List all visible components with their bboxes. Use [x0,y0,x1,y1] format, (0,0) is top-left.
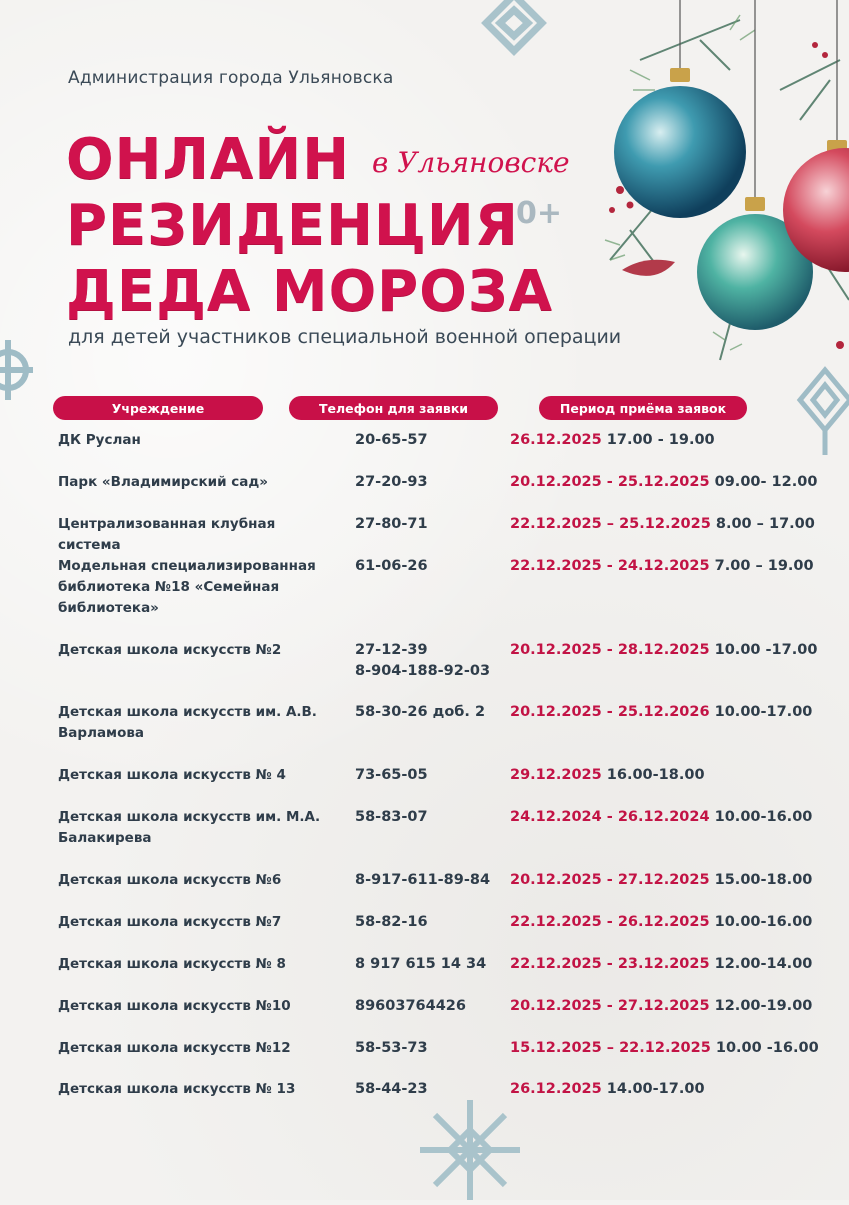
table-row-period [510,1038,830,1059]
table-row-phone: 8 917 615 14 34 [355,956,487,972]
table-row-institution: Детская школа искусств №2 [58,642,282,658]
period-time: 10.00 -16.00 [710,1040,819,1056]
table-row-phone: 61-06-26 [355,558,428,574]
period-dates: 22.12.2025 – 25.12.2025 [510,516,711,532]
period-dates: 26.12.2025 [510,432,602,448]
period-time: 12.00-14.00 [709,956,813,972]
table-row-phone: 73-65-05 [355,767,428,783]
period-time: 09.00- 12.00 [709,474,818,490]
table-row-institution: Детская школа искусств им. А.В. Варламова [58,704,317,741]
period-dates: 26.12.2025 [510,1081,602,1097]
period-dates: 15.12.2025 – 22.12.2025 [510,1040,711,1056]
table-row-period [510,514,830,535]
period-dates: 22.12.2025 - 23.12.2025 [510,956,710,972]
table-row-institution: Детская школа искусств № 8 [58,956,286,972]
table-row-phone: 58-30-26 доб. 2 [355,704,486,720]
table-row-period [510,870,830,891]
period-time: 15.00-18.00 [709,872,813,888]
period-dates: 20.12.2025 - 25.12.2026 [510,704,710,720]
table-row-phone: 89603764426 [355,998,466,1014]
column-header-period: Период приёма заявок [539,396,747,420]
period-dates: 20.12.2025 - 25.12.2025 [510,474,710,490]
table-row-institution: Модельная специализированная библиотека №18 «Семейная библиотека» [58,558,316,616]
table-row-period [510,996,830,1017]
period-time: 10.00-17.00 [709,704,813,720]
table-row-institution: Парк «Владимирский сад» [58,474,268,490]
table-row-period [510,1079,830,1100]
period-time: 14.00-17.00 [601,1081,705,1097]
table-row-phone: 58-83-07 [355,809,428,825]
period-time: 12.00-19.00 [709,998,813,1014]
table-row-period [510,912,830,933]
table-row-period [510,954,830,975]
period-time: 8.00 – 17.00 [710,516,815,532]
table-row-phone: 27-12-39 8-904-188-92-03 [355,642,491,679]
column-header-phone: Телефон для заявки [289,396,498,420]
period-time: 7.00 – 19.00 [709,558,814,574]
christmas-balls-image [600,0,849,370]
period-time: 10.00-16.00 [709,914,813,930]
organization-name: Администрация города Ульяновска [68,68,394,88]
table-row-institution: Детская школа искусств №6 [58,872,282,888]
table-row-period [510,702,830,723]
period-time: 10.00 -17.00 [709,642,818,658]
table-row-period [510,807,830,828]
table-row-institution: Детская школа искусств №12 [58,1040,291,1056]
title-line-1: ОНЛАЙН [66,127,351,192]
table-row-period [510,556,830,577]
period-dates: 20.12.2025 - 27.12.2025 [510,872,710,888]
period-time: 10.00-16.00 [709,809,813,825]
subtitle: для детей участников специальной военной операции [68,326,622,348]
table-row-period [510,430,830,451]
table-row-institution: Детская школа искусств №10 [58,998,291,1014]
period-dates: 20.12.2025 - 28.12.2025 [510,642,710,658]
table-row-phone: 20-65-57 [355,432,428,448]
title-line-3: ДЕДА МОРОЗА [66,259,553,324]
ornament-icon [462,0,567,65]
age-rating-badge: 0+ [516,196,563,231]
snowflake-icon [395,1095,545,1205]
column-header-institution: Учреждение [53,396,263,420]
period-time: 17.00 - 19.00 [601,432,715,448]
period-dates: 24.12.2024 - 26.12.2024 [510,809,710,825]
period-time: 16.00-18.00 [601,767,705,783]
table-row-phone: 58-82-16 [355,914,428,930]
table-row-institution: ДК Руслан [58,432,141,448]
table-row-institution: Детская школа искусств №7 [58,914,282,930]
table-row-phone: 58-53-73 [355,1040,428,1056]
period-dates: 29.12.2025 [510,767,602,783]
city-script-text: в Ульяновске [372,146,570,179]
table-row-institution: Детская школа искусств № 4 [58,767,286,783]
period-dates: 20.12.2025 - 27.12.2025 [510,998,710,1014]
table-row-phone: 58-44-23 [355,1081,428,1097]
table-row-phone: 27-20-93 [355,474,428,490]
table-row-period [510,640,830,661]
table-row-institution: Детская школа искусств им. М.А. Балакирева [58,809,321,846]
snowflake-icon [0,330,46,410]
table-row-phone: 8-917-611-89-84 [355,872,491,888]
title-line-2: РЕЗИДЕНЦИЯ [66,193,519,258]
table-row-phone: 27-80-71 [355,516,428,532]
period-dates: 22.12.2025 - 26.12.2025 [510,914,710,930]
period-dates: 22.12.2025 - 24.12.2025 [510,558,710,574]
table-row-institution: Детская школа искусств № 13 [58,1081,296,1097]
table-row-institution: Централизованная клубная система [58,516,276,553]
table-row-period [510,472,830,493]
table-row-period [510,765,830,786]
